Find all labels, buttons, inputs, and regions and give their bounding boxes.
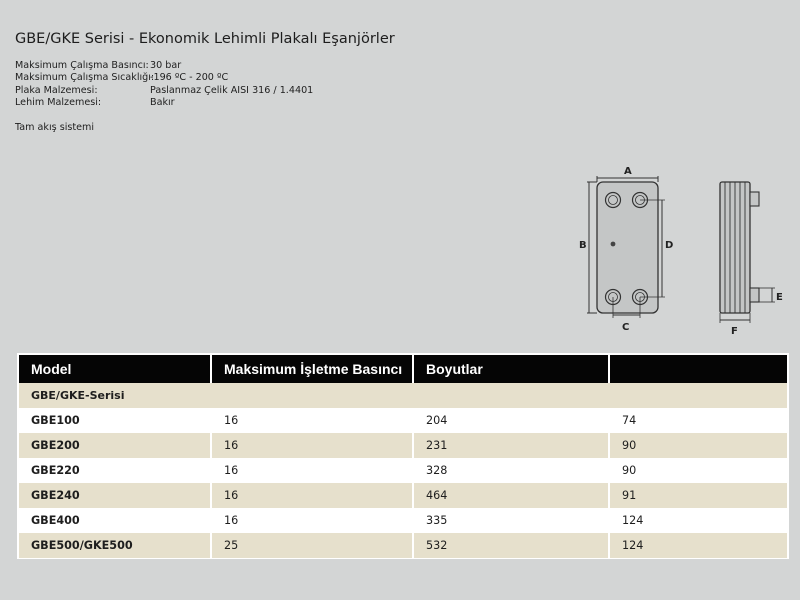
cell-pressure: 16 bbox=[212, 508, 414, 533]
spec-value: Bakır bbox=[150, 97, 175, 109]
spec-value: -196 ºC - 200 ºC bbox=[150, 72, 229, 84]
group-label: GBE/GKE-Serisi bbox=[19, 383, 787, 408]
spec-row bbox=[15, 60, 313, 72]
side-connection-bottom bbox=[750, 288, 759, 302]
table-row bbox=[19, 433, 787, 458]
cell-model: GBE240 bbox=[19, 483, 212, 508]
table-row bbox=[19, 508, 787, 533]
spec-value: 30 bar bbox=[150, 60, 182, 71]
side-connection-top bbox=[750, 192, 759, 206]
table-group-row bbox=[19, 383, 787, 408]
spec-label: Maksimum Çalışma Sıcaklığı: bbox=[15, 72, 155, 84]
cell-dimension-2: 90 bbox=[610, 458, 787, 483]
cell-dimension-1: 335 bbox=[414, 508, 610, 533]
column-header-model: Model bbox=[19, 355, 212, 383]
dimension-label-e: E bbox=[776, 292, 783, 303]
page-title: GBE/GKE Serisi - Ekonomik Lehimli Plakalı Eşanjörler bbox=[15, 31, 395, 47]
exchanger-dimension-diagram bbox=[575, 160, 800, 340]
column-header-dimensions: Boyutlar bbox=[414, 355, 610, 383]
cell-dimension-2: 74 bbox=[610, 408, 787, 433]
spec-list bbox=[15, 60, 313, 110]
model-table-container bbox=[17, 353, 789, 559]
table-row bbox=[19, 408, 787, 433]
cell-dimension-1: 231 bbox=[414, 433, 610, 458]
column-header-max-pressure: Maksimum İşletme Basıncı bbox=[212, 355, 414, 383]
dimension-label-f: F bbox=[731, 326, 738, 337]
center-dot bbox=[611, 242, 616, 247]
cell-pressure: 16 bbox=[212, 483, 414, 508]
dimension-label-d: D bbox=[665, 240, 674, 251]
cell-dimension-2: 91 bbox=[610, 483, 787, 508]
cell-dimension-1: 328 bbox=[414, 458, 610, 483]
table-row bbox=[19, 533, 787, 558]
spec-row bbox=[15, 85, 313, 97]
flow-system-text: Tam akış sistemi bbox=[15, 122, 95, 133]
table-row bbox=[19, 458, 787, 483]
cell-dimension-1: 532 bbox=[414, 533, 610, 558]
cell-dimension-2: 124 bbox=[610, 508, 787, 533]
cell-pressure: 16 bbox=[212, 458, 414, 483]
table-header-row bbox=[19, 355, 787, 383]
cell-dimension-2: 124 bbox=[610, 533, 787, 558]
dimension-label-c: C bbox=[622, 322, 630, 333]
table-row bbox=[19, 483, 787, 508]
cell-model: GBE100 bbox=[19, 408, 212, 433]
model-table bbox=[19, 355, 787, 558]
cell-model: GBE400 bbox=[19, 508, 212, 533]
column-header-empty bbox=[610, 355, 787, 383]
cell-pressure: 16 bbox=[212, 408, 414, 433]
cell-pressure: 25 bbox=[212, 533, 414, 558]
dimension-label-a: A bbox=[624, 166, 632, 177]
spec-label: Lehim Malzemesi: bbox=[15, 97, 102, 109]
spec-row bbox=[15, 72, 313, 84]
spec-label: Maksimum Çalışma Basıncı: bbox=[15, 60, 149, 71]
dimension-label-b: B bbox=[579, 240, 587, 251]
cell-model: GBE200 bbox=[19, 433, 212, 458]
cell-dimension-1: 204 bbox=[414, 408, 610, 433]
spec-value: Paslanmaz Çelik AISI 316 / 1.4401 bbox=[150, 84, 314, 96]
spec-row bbox=[15, 97, 313, 109]
cell-dimension-2: 90 bbox=[610, 433, 787, 458]
spec-label: Plaka Malzemesi: bbox=[15, 84, 98, 96]
cell-dimension-1: 464 bbox=[414, 483, 610, 508]
cell-model: GBE220 bbox=[19, 458, 212, 483]
cell-pressure: 16 bbox=[212, 433, 414, 458]
cell-model: GBE500/GKE500 bbox=[19, 533, 212, 558]
